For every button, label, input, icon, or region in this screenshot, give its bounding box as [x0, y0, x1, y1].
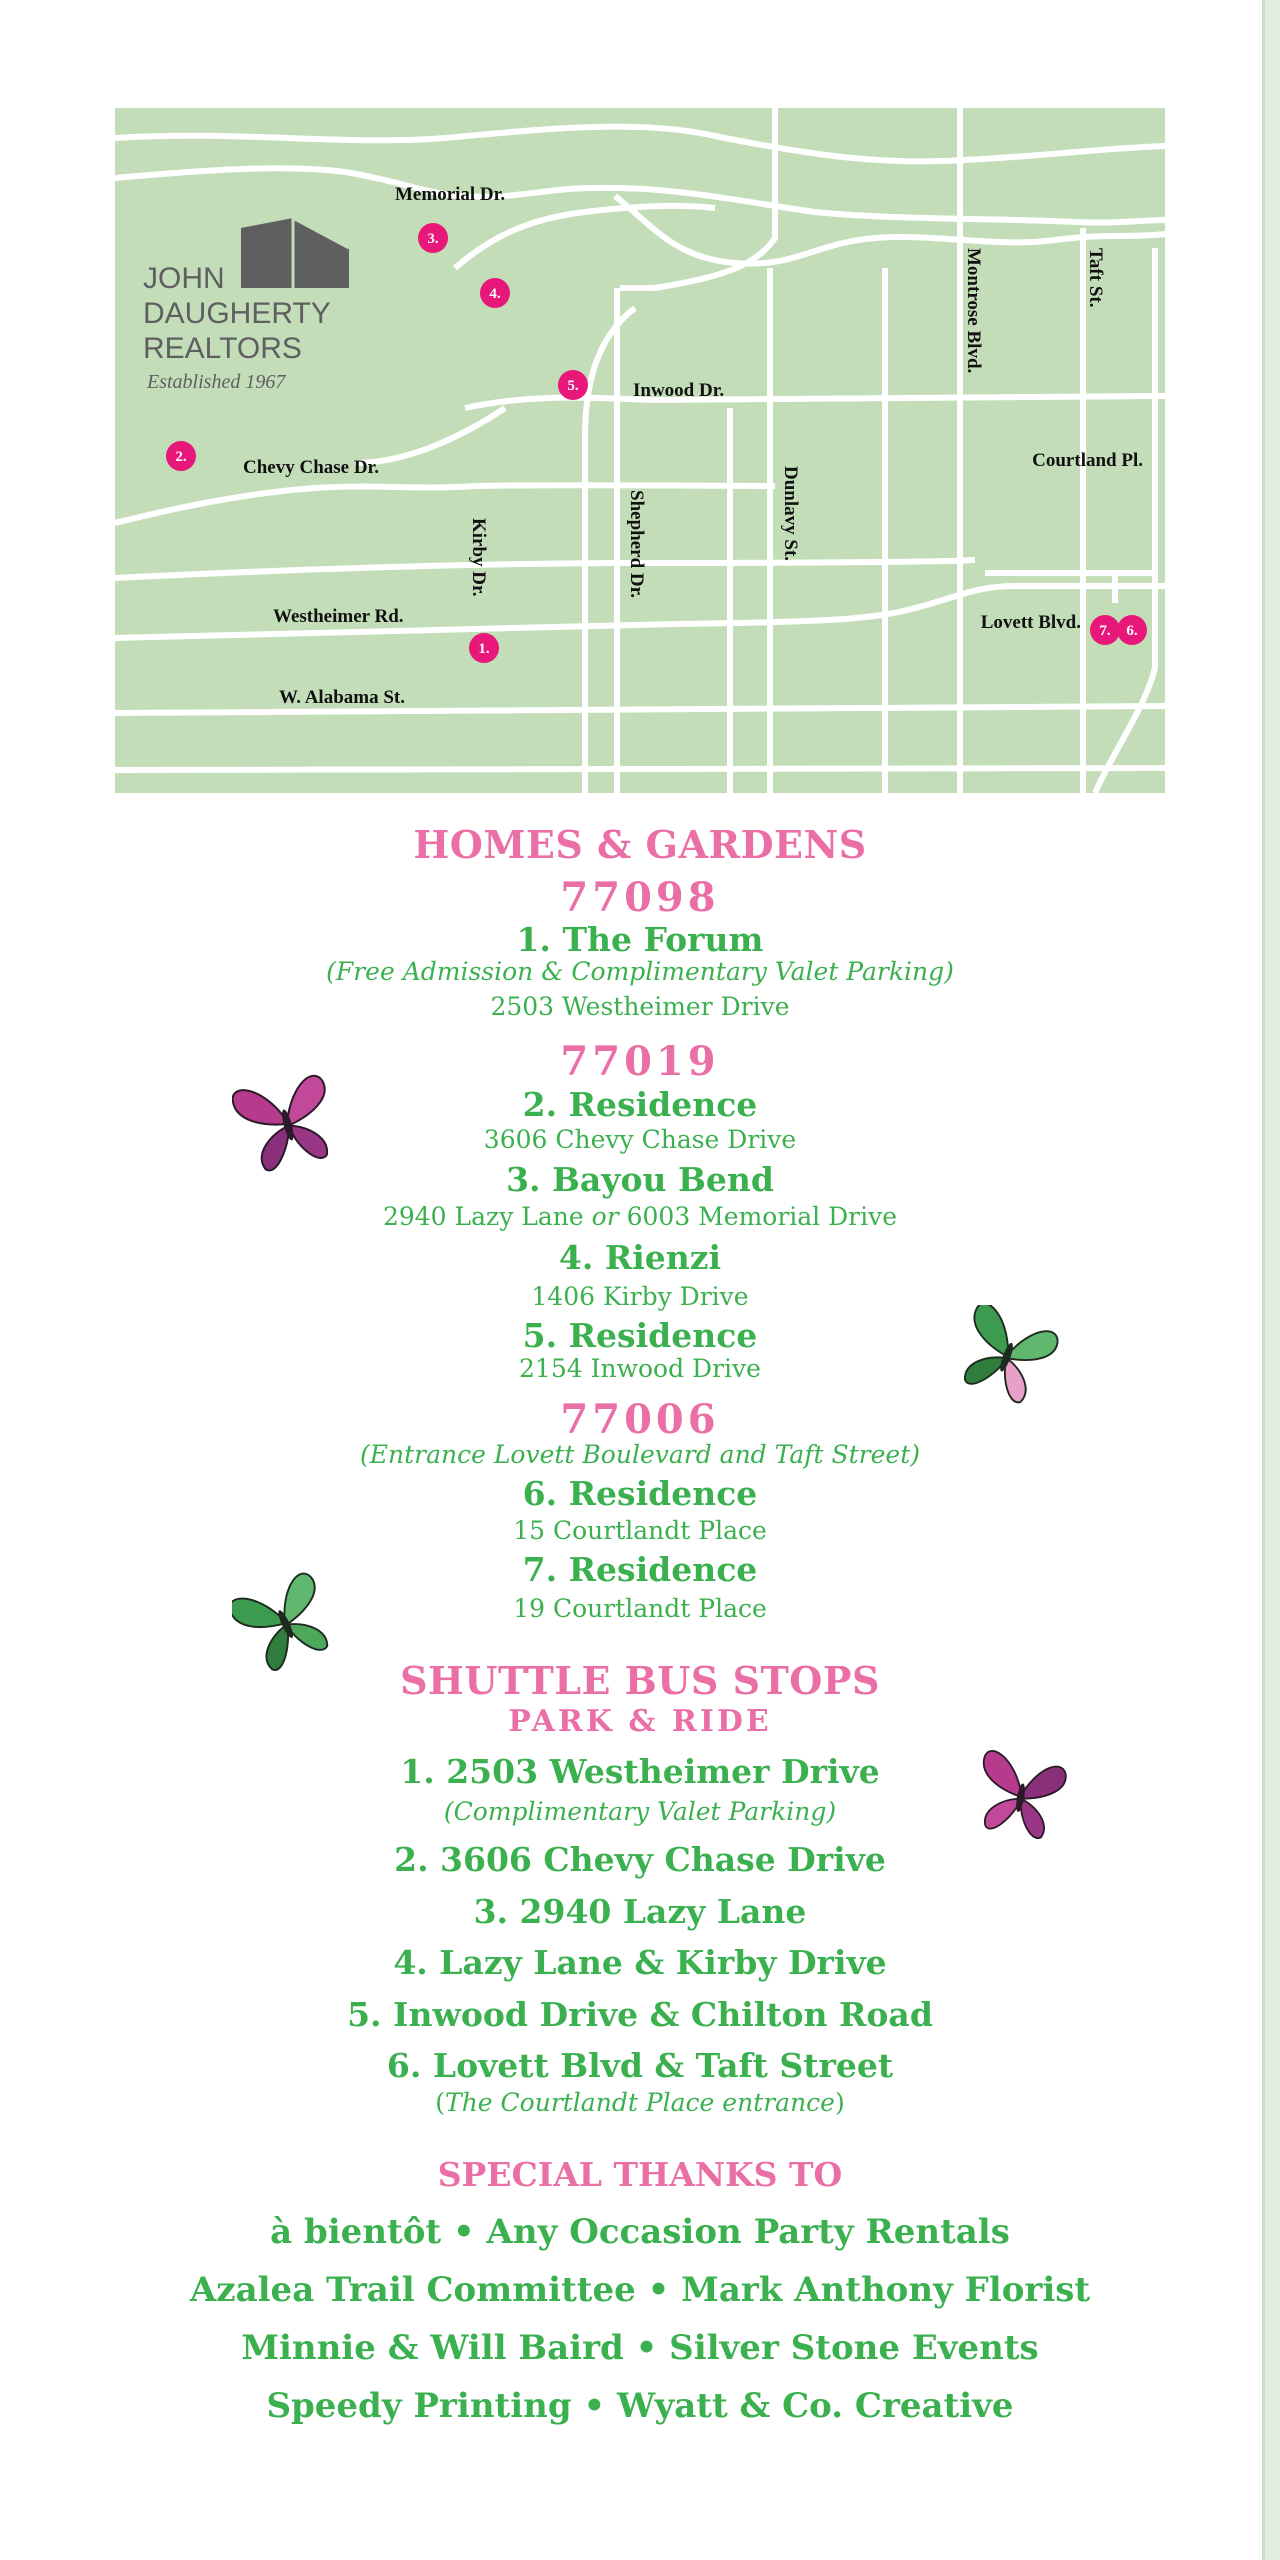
label-w-alabama: W. Alabama St.	[279, 687, 405, 708]
svg-text:1.: 1.	[478, 641, 490, 657]
shuttle-subheading: PARK & RIDE	[508, 1704, 772, 1739]
logo-line-2: DAUGHERTY	[143, 297, 331, 330]
thanks-row-3: Minnie & Will Baird • Silver Stone Events	[241, 2328, 1039, 2368]
bayou-bend-address-or: or	[591, 1202, 619, 1231]
logo-line-3: REALTORS	[143, 332, 302, 365]
map-background	[115, 108, 1165, 793]
svg-text:4.: 4.	[489, 286, 501, 302]
label-dunlavy: Dunlavy St.	[780, 466, 801, 562]
shuttle-stop-2: 2. 3606 Chevy Chase Drive	[394, 1840, 886, 1879]
marker-4[interactable]	[480, 278, 510, 308]
area-map	[115, 108, 1165, 793]
marker-1[interactable]	[469, 633, 499, 663]
svg-text:7.: 7.	[1099, 623, 1111, 639]
thanks-row-1: à bientôt • Any Occasion Party Rentals	[270, 2212, 1010, 2252]
label-montrose: Montrose Blvd.	[963, 248, 984, 374]
bayou-bend-address-a: 2940 Lazy Lane	[382, 1202, 592, 1231]
zip-77006-note: (Entrance Lovett Boulevard and Taft Street)	[359, 1440, 921, 1469]
label-westheimer: Westheimer Rd.	[273, 606, 404, 627]
forum-note: (Free Admission & Complimentary Valet Parking)	[326, 957, 954, 986]
rienzi-title: 4. Rienzi	[558, 1238, 722, 1277]
bayou-bend-address-b: 6003 Memorial Drive	[618, 1202, 898, 1231]
thanks-row-2: Azalea Trail Committee • Mark Anthony Florist	[189, 2270, 1091, 2310]
residence-6-address: 15 Courtlandt Place	[513, 1516, 767, 1545]
residence-6-title: 6. Residence	[522, 1474, 758, 1513]
marker-3[interactable]	[418, 223, 448, 253]
label-memorial: Memorial Dr.	[395, 184, 506, 205]
thanks-row-4: Speedy Printing • Wyatt & Co. Creative	[266, 2386, 1014, 2426]
shuttle-heading: SHUTTLE BUS STOPS	[400, 1658, 880, 1703]
label-courtland: Courtland Pl.	[1032, 450, 1143, 471]
logo-line-1: JOHN	[143, 262, 225, 295]
road-bottom	[115, 768, 1165, 770]
zip-77098: 77098	[560, 874, 720, 921]
right-edge-bar	[1262, 0, 1280, 2560]
residence-5-title: 5. Residence	[522, 1316, 758, 1355]
svg-text:5.: 5.	[567, 378, 579, 394]
residence-2-address: 3606 Chevy Chase Drive	[483, 1125, 797, 1154]
note-text: The Courtlandt Place entrance	[445, 2088, 835, 2117]
marker-2[interactable]	[166, 441, 196, 471]
marker-6[interactable]	[1117, 615, 1147, 645]
residence-2-title: 2. Residence	[522, 1085, 758, 1124]
rienzi-address: 1406 Kirby Drive	[531, 1282, 749, 1311]
shuttle-stop-5: 5. Inwood Drive & Chilton Road	[347, 1995, 933, 2034]
green-butterfly-icon	[232, 1572, 337, 1672]
shuttle-stop-1: 1. 2503 Westheimer Drive	[400, 1752, 880, 1791]
green-butterfly-icon	[955, 1305, 1060, 1405]
bayou-bend-title: 3. Bayou Bend	[506, 1160, 774, 1199]
marker-7[interactable]	[1090, 615, 1120, 645]
shuttle-stop-1-note: (Complimentary Valet Parking)	[443, 1797, 837, 1826]
note-close-paren: )	[834, 2088, 845, 2117]
shuttle-stop-6: 6. Lovett Blvd & Taft Street	[386, 2046, 894, 2085]
label-inwood: Inwood Dr.	[633, 380, 725, 401]
zip-77019: 77019	[560, 1038, 720, 1085]
label-taft: Taft St.	[1085, 248, 1106, 308]
shuttle-stop-4: 4. Lazy Lane & Kirby Drive	[393, 1943, 887, 1982]
thanks-heading: SPECIAL THANKS TO	[437, 2155, 843, 2194]
forum-title: 1. The Forum	[516, 920, 764, 959]
label-lovett: Lovett Blvd.	[980, 612, 1081, 633]
pink-butterfly-icon	[232, 1070, 342, 1175]
svg-text:6.: 6.	[1126, 623, 1138, 639]
residence-7-title: 7. Residence	[522, 1550, 758, 1589]
label-shepherd: Shepherd Dr.	[626, 490, 647, 599]
shuttle-stop-3: 3. 2940 Lazy Lane	[473, 1892, 807, 1931]
residence-5-address: 2154 Inwood Drive	[519, 1354, 761, 1383]
marker-5[interactable]	[558, 370, 588, 400]
label-chevy-chase: Chevy Chase Dr.	[243, 457, 379, 478]
zip-77006: 77006	[560, 1396, 720, 1443]
bayou-bend-address	[140, 1202, 1140, 1231]
note-open-paren: (	[435, 2088, 446, 2117]
label-kirby: Kirby Dr.	[468, 518, 489, 597]
homes-heading: HOMES & GARDENS	[413, 822, 867, 867]
pink-butterfly-icon	[966, 1748, 1076, 1843]
residence-7-address: 19 Courtlandt Place	[513, 1594, 767, 1623]
shuttle-stop-6-note	[140, 2088, 1140, 2117]
svg-text:3.: 3.	[427, 231, 439, 247]
logo-established: Established 1967	[147, 371, 286, 393]
svg-text:2.: 2.	[175, 449, 187, 465]
forum-address: 2503 Westheimer Drive	[490, 992, 790, 1021]
